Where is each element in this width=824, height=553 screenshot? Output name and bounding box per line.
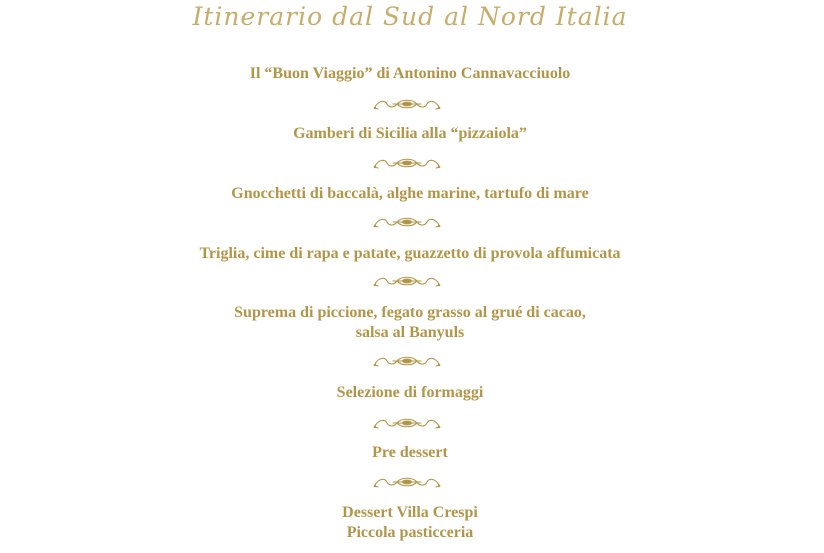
course-2	[0, 124, 820, 144]
course-4	[0, 244, 820, 264]
course-line: Piccola pasticceria	[346, 524, 474, 541]
course-line: Pre dessert	[372, 444, 448, 461]
menu-title: Itinerario dal Sud al Nord Italia	[192, 2, 628, 31]
course-3	[0, 184, 820, 204]
course-line: salsa al Banyuls	[355, 324, 465, 341]
course-line: Dessert Villa Crespi	[342, 504, 478, 521]
course-line: Suprema di piccione, fegato grasso al grué di cacao,	[234, 304, 586, 321]
ornamental-flourish-icon	[371, 215, 443, 229]
course-7	[0, 443, 820, 463]
course-5	[0, 303, 820, 343]
ornamental-flourish-icon	[371, 156, 443, 170]
ornamental-flourish-icon	[371, 274, 443, 288]
course-line: Selezione di formaggi	[336, 384, 484, 401]
course-line: Triglia, cime di rapa e patate, guazzetto di provola affumicata	[199, 245, 621, 262]
course-8	[0, 503, 820, 543]
ornamental-flourish-icon	[371, 416, 443, 430]
course-line: Il “Buon Viaggio” di Antonino Cannavacciuolo	[249, 65, 571, 82]
ornamental-flourish-icon	[371, 354, 443, 368]
course-line: Gnocchetti di baccalà, alghe marine, tartufo di mare	[231, 185, 589, 202]
course-line: Gamberi di Sicilia alla “pizzaiola”	[293, 125, 527, 142]
course-6	[0, 383, 820, 403]
ornamental-flourish-icon	[371, 475, 443, 489]
ornamental-flourish-icon	[371, 97, 443, 111]
course-1	[0, 64, 820, 84]
